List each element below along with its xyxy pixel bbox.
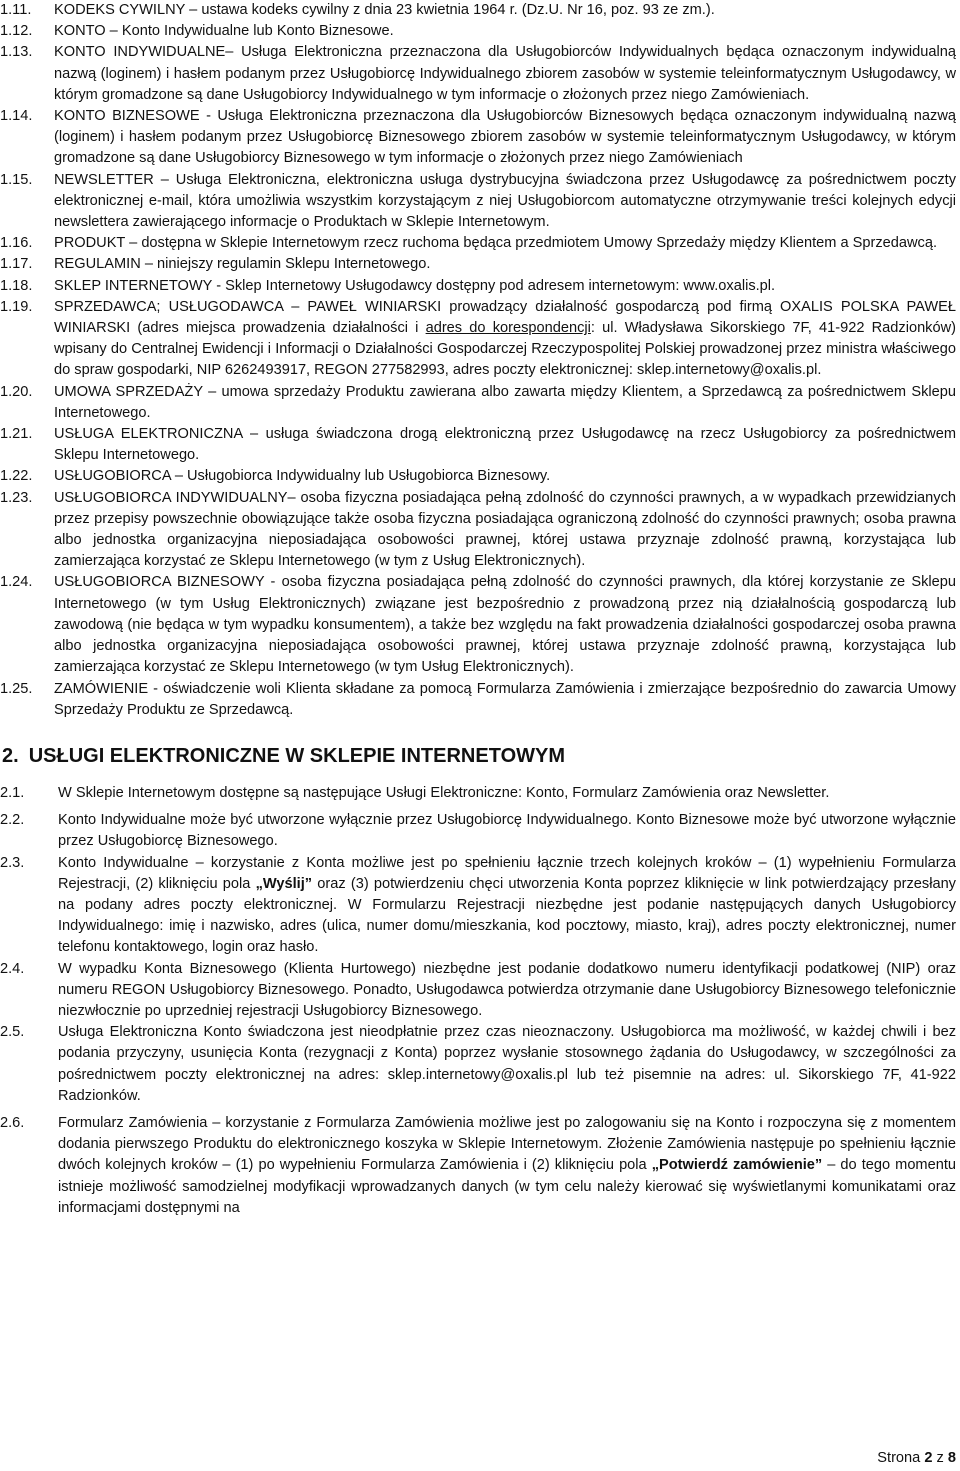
item-number: 1.25.	[0, 680, 33, 697]
list-item	[0, 853, 960, 959]
list-item	[0, 424, 960, 466]
item-text-part: SPRZEDAWCA; USŁUGODAWCA – PAWEŁ WINIARSKI prowadzący działalność gospodarczą pod firmą OXALIS POLSKA PAWEŁ WINIARSKI (adres miejsca prowadzenia działalności i	[54, 298, 956, 337]
item-number: 2.2.	[0, 812, 25, 829]
page-prefix: Strona	[877, 1450, 925, 1466]
list-item	[0, 170, 960, 234]
item-text: Konto Indywidualne może być utworzone wyłącznie przez Usługobiorcę Indywidualnego. Konto Biznesowe może być utworzone wyłącznie przez Usługobiorcę Biznesowego.	[58, 812, 956, 850]
item-text: Usługa Elektroniczna Konto świadczona jest nieodpłatnie przez czas nieoznaczony. Usługobiorca ma możliwość, w każdej chwili i bez podania przyczyny, usunięcia Konta (rezygnacji z Konta) poprzez wysłanie stosownego żądania do Usługodawcy, w szczególności za pośrednictwem poczty elektronicznej na adres: sklep.internetowy@oxalis.pl lub też pisemnie na adres: ul. Sikorskiego 7F, 41-922 Radzionków.	[58, 1024, 956, 1104]
list-item	[0, 276, 960, 297]
list-item	[0, 21, 960, 42]
item-text: KONTO BIZNESOWE - Usługa Elektroniczna przeznaczona dla Usługobiorców Biznesowych będąca oznaczonym indywidualną nazwą (loginem) i hasłem podanym przez Usługobiorcę Biznesowego zbiorem zasobów w systemie teleinformatycznym Usługodawcy, w którym gromadzone są dane Usługobiorcy Biznesowego w tym informacje o złożonych przez niego Zamówieniach	[54, 108, 956, 167]
item-text: KONTO – Konto Indywidualne lub Konto Biznesowe.	[54, 23, 394, 40]
item-text	[58, 1113, 956, 1219]
item-number: 2.4.	[0, 960, 25, 977]
item-text: KONTO INDYWIDUALNE– Usługa Elektroniczna przeznaczona dla Usługobiorców Indywidualnych będąca oznaczonym indywidualną nazwą (loginem) i hasłem podanym przez Usługobiorcę Indywidualnego zbiorem zasobów w systemie teleinformatycznym Usługodawcy, w którym gromadzone są dane Usługobiorcy Indywidualnego w tym informacje o złożonych przez niego Zamówieniach.	[54, 44, 956, 103]
item-text: USŁUGOBIORCA BIZNESOWY - osoba fizyczna posiadająca pełną zdolność do czynności prawnych, dla której korzystanie ze Sklepu Internetowego (w tym Usług Elektronicznych) związane jest bezpośrednio z prowadzoną przez nią działalnością gospodarczą lub zawodową (nie będąca w tym wypadku konsumentem), a także bez względu na fakt prowadzenia działalności gospodarczej osoba prawna albo jednostka organizacyjna nieposiadająca osobowości prawnej, której ustawa przyznaje zdolność prawną, korzystająca lub zamierzająca korzystać ze Sklepu Internetowego (w tym Usług Elektronicznych).	[54, 574, 956, 676]
item-text: ZAMÓWIENIE - oświadczenie woli Klienta składane za pomocą Formularza Zamówienia i zmierzające bezpośrednio do zawarcia Umowy Sprzedaży Produktu ze Sprzedawcą.	[54, 680, 956, 718]
item-number: 1.13.	[0, 44, 33, 61]
item-number: 1.16.	[0, 235, 33, 252]
item-number: 1.19.	[0, 298, 33, 315]
total-pages: 8	[947, 1450, 956, 1466]
list-item	[0, 1022, 960, 1107]
item-number: 1.22.	[0, 468, 33, 485]
item-text: USŁUGA ELEKTRONICZNA – usługa świadczona drogą elektroniczną przez Usługodawcę na rzecz Usługobiorcy za pośrednictwem Sklepu Internetowego.	[54, 426, 956, 464]
item-text: NEWSLETTER – Usługa Elektroniczna, elektroniczna usługa dystrybucyjna świadczona przez Usługodawcę za pośrednictwem poczty elektronicznej e-mail, która umożliwia wszystkim korzystającym z niej Usługobiorcom automatyczne otrzymywanie treści kolejnych edycji newslettera zawierającego informacje o Produktach w Sklepie Internetowym.	[54, 171, 956, 231]
item-text: W wypadku Konta Biznesowego (Klienta Hurtowego) niezbędne jest podanie dodatkowo numeru identyfikacji podatkowej (NIP) oraz numeru REGON Usługobiorcy Biznesowego. Ponadto, Usługodawca potwierdza otrzymanie dane Usługobiorcy Biznesowego telefonicznie niezwłocznie po uprzedniej rejestracji Usługobiorcy Biznesowego.	[58, 960, 956, 1019]
send-field-label: „Wyślij”	[255, 875, 313, 892]
item-number: 2.3.	[0, 854, 25, 871]
list-item	[0, 810, 960, 852]
item-text-part: Konto Indywidualne – korzystanie z Konta możliwe jest po spełnieniu łącznie trzech kolejnych kroków – (1) wypełnieniu Formularza Rejestracji, (2) kliknięciu pola	[58, 854, 956, 892]
list-item	[0, 297, 960, 382]
list-item	[0, 0, 960, 21]
item-text-part: – do tego momentu istnieje możliwość samodzielnej modyfikacji wprowadzanych danych (w tym celu należy kierować się wyświetlanymi komunikatami oraz informacjami dostępnymi na	[58, 1157, 956, 1216]
list-item	[0, 959, 960, 1023]
page-number	[877, 1448, 956, 1468]
list-item	[0, 572, 960, 678]
item-text: USŁUGOBIORCA INDYWIDUALNY– osoba fizyczna posiadająca pełną zdolność do czynności prawnych, a w wypadkach przewidzianych przez przepisy powszechnie obowiązujące także osoba fizyczna posiadająca ograniczoną zdolność do czynności prawnych; osoba prawna albo jednostka organizacyjna nieposiadająca osobowości prawnej, której ustawa przyznaje zdolność prawną, korzystająca lub zamierzająca korzystać ze Sklepu Internetowego (w tym z Usług Elektronicznych).	[54, 489, 956, 570]
item-number: 2.5.	[0, 1024, 25, 1041]
services-list	[0, 783, 960, 1219]
item-text-part: oraz (3) potwierdzeniu chęci utworzenia Konta poprzez kliknięcie w link potwierdzający przesłany na podany adres poczty elektronicznej. W Formularzu Rejestracji niezbędne jest podanie następujących danych Usługobiorcy Indywidualnego: imię i nazwisko, adres (ulica, numer domu/mieszkania, kod pocztowy, miasto, kraj), adres poczty elektronicznej, numer telefonu kontaktowego, login oraz hasło.	[58, 875, 956, 956]
item-number: 1.24.	[0, 574, 33, 591]
list-item	[0, 466, 960, 487]
item-number: 1.14.	[0, 108, 33, 125]
item-text: W Sklepie Internetowym dostępne są następujące Usługi Elektroniczne: Konto, Formularz Zamówienia oraz Newsletter.	[58, 784, 830, 801]
section-heading	[0, 743, 960, 769]
item-number: 1.12.	[0, 23, 33, 40]
item-text	[54, 297, 956, 382]
list-item	[0, 42, 960, 106]
confirm-order-field-label: „Potwierdź zamówienie”	[651, 1157, 823, 1174]
item-number: 1.17.	[0, 256, 33, 273]
item-text: REGULAMIN – niniejszy regulamin Sklepu Internetowego.	[54, 256, 431, 273]
item-text-part: Formularz Zamówienia – korzystanie z Formularza Zamówienia możliwe jest po zalogowaniu się na Konto i rozpoczyna się z momentem dodania pierwszego Produktu do elektronicznego koszyka w Sklepie Internetowym. Złożenie Zamówienia następuje po spełnieniu łącznie dwóch kolejnych kroków – (1) po wypełnieniu Formularza Zamówienia i (2) kliknięciu pola	[58, 1114, 956, 1174]
correspondence-address-link[interactable]: adres do korespondencji	[425, 320, 591, 337]
item-number: 2.1.	[0, 784, 25, 801]
section-title: USŁUGI ELEKTRONICZNE W SKLEPIE INTERNETOWYM	[28, 744, 565, 767]
item-number: 2.6.	[0, 1114, 25, 1131]
list-item	[0, 488, 960, 573]
item-number: 1.15.	[0, 171, 33, 188]
item-text	[58, 853, 956, 959]
item-number: 1.20.	[0, 383, 33, 400]
list-item	[0, 783, 960, 804]
item-number: 1.23.	[0, 489, 33, 506]
definitions-list	[0, 0, 960, 721]
item-number: 1.11.	[0, 2, 32, 18]
list-item	[0, 382, 960, 424]
list-item	[0, 679, 960, 721]
item-text: SKLEP INTERNETOWY - Sklep Internetowy Usługodawcy dostępny pod adresem internetowym: www.oxalis.pl.	[54, 277, 776, 294]
list-item	[0, 233, 960, 254]
item-text: UMOWA SPRZEDAŻY – umowa sprzedaży Produktu zawierana albo zawarta między Klientem, a Sprzedawcą za pośrednictwem Sklepu Internetowego.	[54, 383, 956, 421]
item-number: 1.18.	[0, 277, 33, 294]
item-text-part: : ul. Władysława Sikorskiego 7F, 41-922 Radzionków) wpisany do Centralnej Ewidencji i Informacji o Działalności Gospodarczej Rzeczypospolitej Polskiej prowadzonej przez ministra właściwego do spraw gospodarki, NIP 6262493917, REGON 277582993, adres poczty elektronicznej: sklep.internetowy@oxalis.pl.	[54, 320, 956, 379]
current-page: 2	[924, 1450, 933, 1466]
page-middle: z	[932, 1450, 948, 1466]
item-number: 1.21.	[0, 426, 33, 443]
list-item	[0, 1113, 960, 1219]
item-text: KODEKS CYWILNY – ustawa kodeks cywilny z dnia 23 kwietnia 1964 r. (Dz.U. Nr 16, poz. 93 ze zm.).	[54, 2, 715, 18]
list-item	[0, 254, 960, 275]
item-text: USŁUGOBIORCA – Usługobiorca Indywidualny lub Usługobiorca Biznesowy.	[54, 468, 551, 485]
item-text: PRODUKT – dostępna w Sklepie Internetowym rzecz ruchoma będąca przedmiotem Umowy Sprzedaży między Klientem a Sprzedawcą.	[54, 235, 938, 252]
section-number: 2.	[2, 744, 19, 767]
list-item	[0, 106, 960, 170]
